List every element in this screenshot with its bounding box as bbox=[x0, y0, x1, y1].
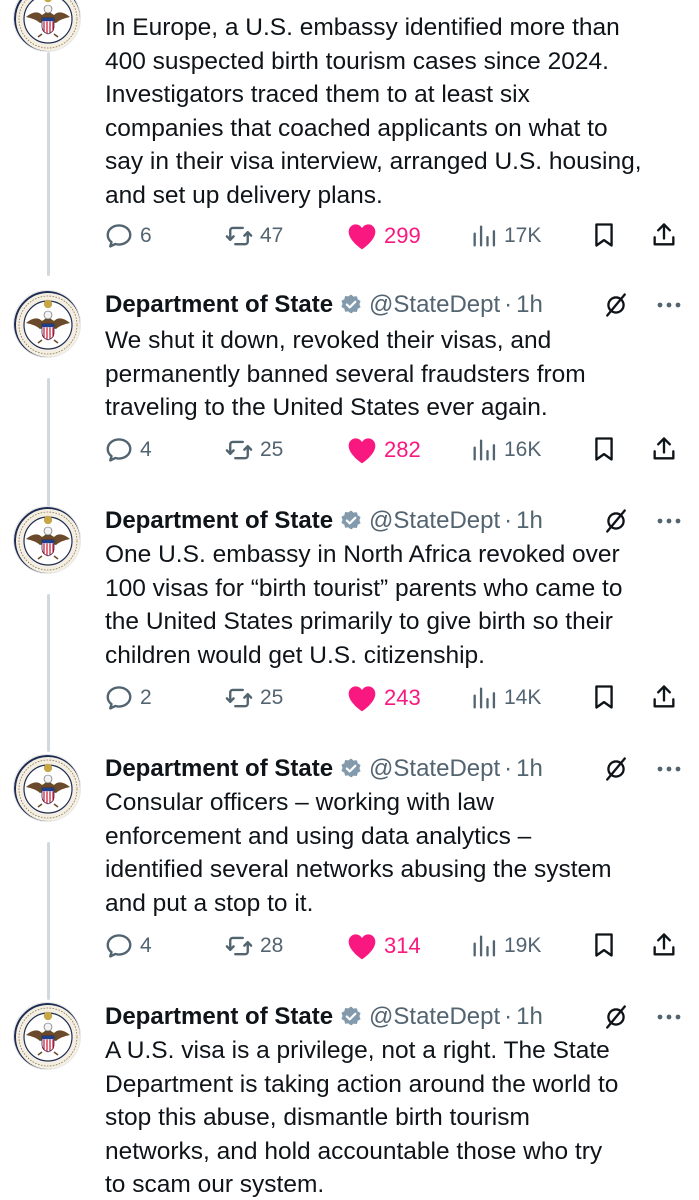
more-icon[interactable] bbox=[656, 1013, 682, 1021]
separator: · bbox=[504, 755, 513, 782]
tweet-header bbox=[105, 1000, 690, 1034]
tweet-text-line: and set up delivery plans. bbox=[105, 181, 383, 209]
post-time[interactable]: 1h bbox=[516, 291, 543, 318]
tweet-text bbox=[105, 538, 690, 672]
reply-count: 6 bbox=[140, 224, 152, 247]
reply-button[interactable] bbox=[104, 218, 152, 254]
tweet-text-line: to scam our system. bbox=[105, 1171, 325, 1198]
bookmark-icon bbox=[590, 947, 618, 964]
separator: · bbox=[504, 507, 513, 534]
like-count: 299 bbox=[384, 223, 421, 248]
repost-icon bbox=[224, 435, 260, 465]
views-count: 14K bbox=[504, 686, 542, 709]
share-button[interactable] bbox=[650, 682, 678, 717]
like-button[interactable] bbox=[346, 432, 421, 468]
tweet-text bbox=[105, 1034, 690, 1200]
views-icon bbox=[470, 436, 504, 464]
verified-badge-icon bbox=[339, 509, 363, 533]
repost-button[interactable] bbox=[224, 680, 283, 716]
tweet-text-line: 400 suspected birth tourism cases since 2024. bbox=[105, 47, 609, 75]
reply-button[interactable] bbox=[104, 928, 152, 964]
tweet-text-line: the United States primarily to give birth so their bbox=[105, 608, 613, 635]
author-name[interactable]: Department of State bbox=[105, 755, 334, 782]
verified-badge-icon bbox=[339, 293, 363, 317]
reply-button[interactable] bbox=[104, 432, 152, 468]
reply-icon bbox=[104, 931, 140, 961]
repost-count: 25 bbox=[260, 438, 284, 461]
author-handle[interactable]: @StateDept bbox=[369, 755, 501, 782]
views-button[interactable] bbox=[470, 928, 541, 964]
post-time[interactable]: 1h bbox=[516, 755, 543, 782]
views-button[interactable] bbox=[470, 432, 541, 468]
reply-icon bbox=[104, 683, 140, 713]
thread-line bbox=[47, 594, 50, 752]
avatar[interactable] bbox=[13, 1002, 81, 1070]
grok-icon[interactable] bbox=[602, 291, 630, 319]
bookmark-button[interactable] bbox=[590, 682, 618, 717]
tweet-text bbox=[105, 11, 690, 212]
more-icon[interactable] bbox=[656, 765, 682, 773]
like-button[interactable] bbox=[346, 928, 421, 964]
tweet-1[interactable] bbox=[0, 0, 699, 276]
views-count: 16K bbox=[504, 438, 542, 461]
like-button[interactable] bbox=[346, 680, 421, 716]
more-icon[interactable] bbox=[656, 301, 682, 309]
tweet-header bbox=[105, 504, 690, 538]
heart-icon bbox=[346, 435, 384, 465]
bookmark-icon bbox=[590, 237, 618, 254]
author-name[interactable]: Department of State bbox=[105, 507, 334, 534]
tweet-text-line: stop this abuse, dismantle birth tourism bbox=[105, 1104, 530, 1131]
action-bar bbox=[0, 680, 699, 716]
author-name[interactable]: Department of State bbox=[105, 1003, 334, 1030]
tweet-header bbox=[105, 288, 690, 322]
bookmark-icon bbox=[590, 451, 618, 468]
bookmark-icon bbox=[590, 699, 618, 716]
bookmark-button[interactable] bbox=[590, 434, 618, 469]
tweet-text-line: traveling to the United States ever again. bbox=[105, 394, 548, 421]
grok-icon[interactable] bbox=[602, 755, 630, 783]
reply-button[interactable] bbox=[104, 680, 152, 716]
share-button[interactable] bbox=[650, 930, 678, 965]
share-button[interactable] bbox=[650, 220, 678, 255]
post-time[interactable]: 1h bbox=[516, 1003, 543, 1030]
reply-count: 2 bbox=[140, 686, 152, 709]
views-button[interactable] bbox=[470, 218, 541, 254]
tweet-4[interactable] bbox=[0, 750, 699, 1000]
tweet-text-line: 100 visas for “birth tourist” parents who came to bbox=[105, 574, 623, 602]
more-icon[interactable] bbox=[656, 517, 682, 525]
reply-count: 4 bbox=[140, 934, 152, 957]
repost-icon bbox=[224, 683, 260, 713]
like-button[interactable] bbox=[346, 218, 421, 254]
separator: · bbox=[504, 1003, 513, 1030]
like-count: 314 bbox=[384, 933, 421, 958]
action-bar bbox=[0, 218, 699, 254]
author-handle[interactable]: @StateDept bbox=[369, 1003, 501, 1030]
tweet-text-line: permanently banned several fraudsters from bbox=[105, 360, 586, 388]
tweet-text-line: enforcement and using data analytics – bbox=[105, 822, 532, 850]
heart-icon bbox=[346, 931, 384, 961]
tweet-text-line: One U.S. embassy in North Africa revoked over bbox=[105, 541, 620, 568]
verified-badge-icon bbox=[339, 757, 363, 781]
views-icon bbox=[470, 222, 504, 250]
tweet-text-line: We shut it down, revoked their visas, and bbox=[105, 327, 552, 354]
reply-icon bbox=[104, 221, 140, 251]
tweet-text-line: In Europe, a U.S. embassy identified more than bbox=[105, 14, 620, 41]
views-button[interactable] bbox=[470, 680, 541, 716]
tweet-text-line: say in their visa interview, arranged U.S. housing, bbox=[105, 148, 642, 175]
tweet-5[interactable] bbox=[0, 998, 699, 1200]
verified-badge-icon bbox=[339, 1005, 363, 1029]
views-count: 19K bbox=[504, 934, 542, 957]
avatar[interactable] bbox=[13, 754, 81, 822]
tweet-text-line: Investigators traced them to at least six bbox=[105, 81, 530, 108]
share-icon bbox=[650, 237, 678, 254]
reply-count: 4 bbox=[140, 438, 152, 461]
tweet-text-line: Consular officers – working with law bbox=[105, 789, 494, 816]
author-handle[interactable]: @StateDept bbox=[369, 291, 501, 318]
share-icon bbox=[650, 699, 678, 716]
bookmark-button[interactable] bbox=[590, 220, 618, 255]
grok-icon[interactable] bbox=[602, 507, 630, 535]
post-time[interactable]: 1h bbox=[516, 507, 543, 534]
tweet-3[interactable] bbox=[0, 502, 699, 752]
tweet-text-line: companies that coached applicants on what to bbox=[105, 114, 608, 142]
author-name[interactable]: Department of State bbox=[105, 291, 334, 318]
share-icon bbox=[650, 451, 678, 468]
tweet-text-line: A U.S. visa is a privilege, not a right. The State bbox=[105, 1037, 610, 1064]
bookmark-button[interactable] bbox=[590, 930, 618, 965]
tweet-text bbox=[105, 786, 690, 920]
tweet-text-line: identified several networks abusing the system bbox=[105, 856, 612, 883]
repost-button[interactable] bbox=[224, 432, 283, 468]
tweet-2[interactable] bbox=[0, 286, 699, 536]
share-icon bbox=[650, 947, 678, 964]
views-icon bbox=[470, 684, 504, 712]
avatar[interactable] bbox=[13, 506, 81, 574]
repost-button[interactable] bbox=[224, 928, 283, 964]
tweet-header bbox=[105, 752, 690, 786]
avatar[interactable] bbox=[13, 290, 81, 358]
grok-icon[interactable] bbox=[602, 1003, 630, 1031]
author-handle[interactable]: @StateDept bbox=[369, 507, 501, 534]
views-count: 17K bbox=[504, 224, 542, 247]
thread-line bbox=[47, 842, 50, 1000]
repost-count: 28 bbox=[260, 934, 284, 957]
action-bar bbox=[0, 432, 699, 468]
repost-button[interactable] bbox=[224, 218, 283, 254]
tweet-text-line: Department is taking action around the world to bbox=[105, 1070, 619, 1098]
reply-icon bbox=[104, 435, 140, 465]
share-button[interactable] bbox=[650, 434, 678, 469]
action-bar bbox=[0, 928, 699, 964]
tweet-text-line: children would get U.S. citizenship. bbox=[105, 641, 485, 669]
separator: · bbox=[504, 291, 513, 318]
tweet-text-line: and put a stop to it. bbox=[105, 889, 314, 917]
repost-icon bbox=[224, 221, 260, 251]
heart-icon bbox=[346, 221, 384, 251]
like-count: 282 bbox=[384, 437, 421, 462]
repost-count: 25 bbox=[260, 686, 284, 709]
like-count: 243 bbox=[384, 685, 421, 710]
views-icon bbox=[470, 932, 504, 960]
tweet-text bbox=[105, 324, 690, 425]
repost-count: 47 bbox=[260, 224, 284, 247]
heart-icon bbox=[346, 683, 384, 713]
avatar[interactable] bbox=[13, 0, 81, 52]
repost-icon bbox=[224, 931, 260, 961]
tweet-text-line: networks, and hold accountable those who try bbox=[105, 1137, 603, 1165]
